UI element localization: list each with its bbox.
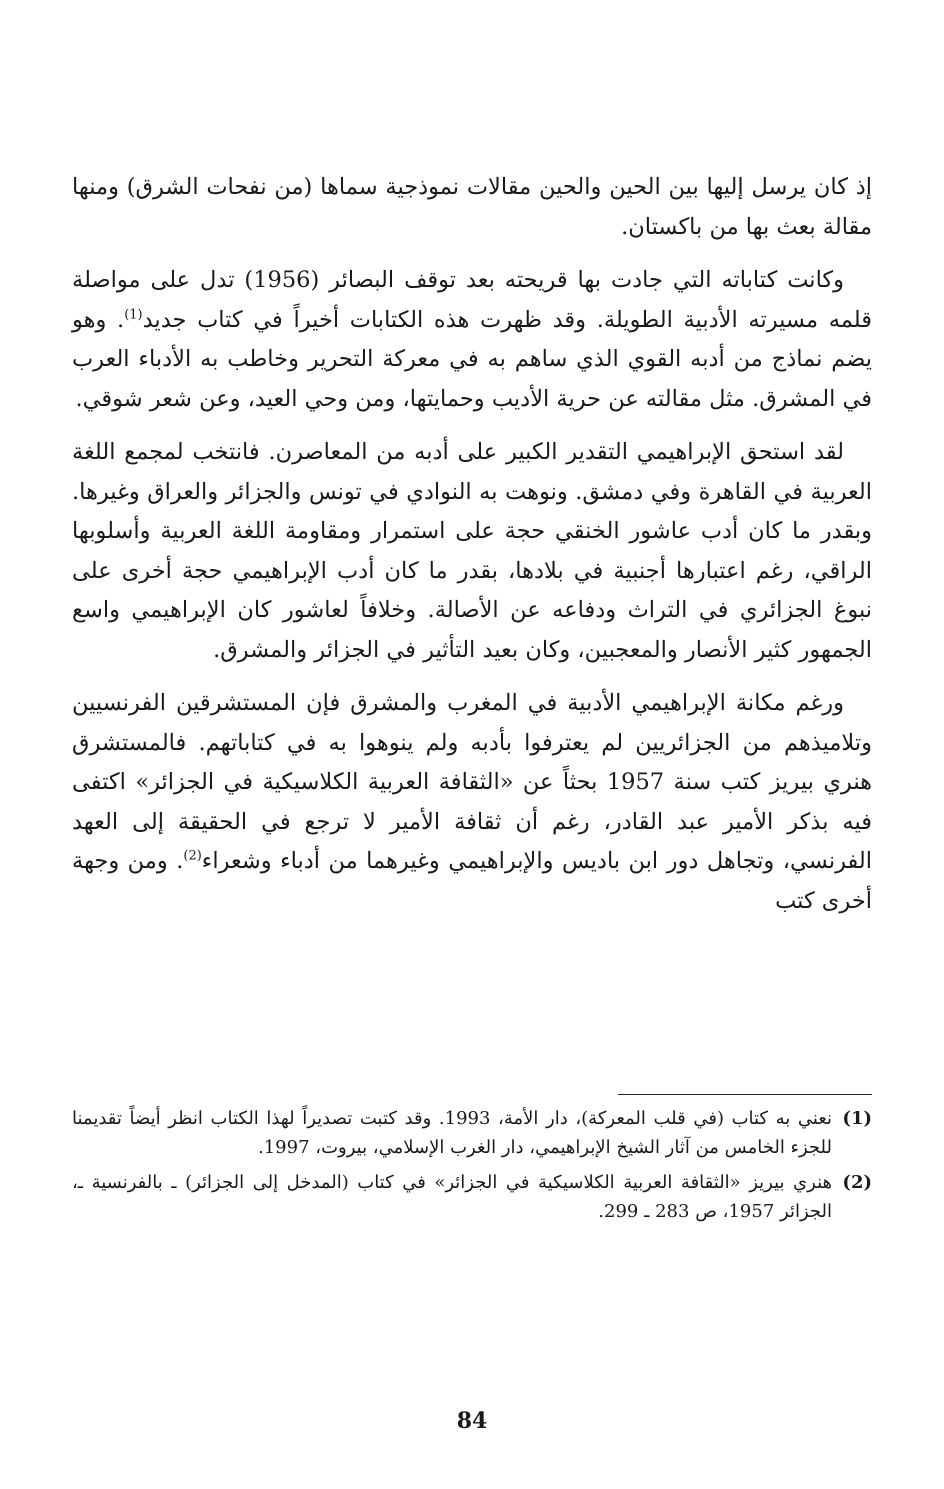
- footnotes: [72, 1104, 872, 1232]
- paragraph-4: [72, 684, 872, 921]
- footnote-2: [72, 1168, 872, 1226]
- paragraph-2: [72, 261, 872, 419]
- paragraph-2-text-before: وكانت كتاباته التي جادت بها قريحته بعد توقف البصائر (1956) تدل على مواصلة قلمه مسيرته الأدبية الطويلة. وقد ظهرت هذه الكتابات أخيراً في كتاب جديد: [72, 267, 872, 333]
- paragraph-2-text-after: . وهو يضم نماذج من أدبه القوي الذي ساهم به في معركة التحرير وخاطب به الأدباء العرب في المشرق. مثل مقالته عن حرية الأديب وحمايتها، ومن وحي العيد، وعن شعر شوقي.: [72, 306, 872, 412]
- paragraph-4-text-before: ورغم مكانة الإبراهيمي الأدبية في المغرب والمشرق فإن المستشرقين الفرنسيين وتلاميذهم من الجزائريين لم يعترفوا بأدبه ولم ينوهوا به في كتاباتهم. فالمستشرق هنري بيريز كتب سنة 1957 بحثاً عن «الثقافة العربية الكلاسيكية في الجزائر» اكتفى فيه بذكر الأمير عبد القادر، رغم أن ثقافة الأمير لا ترجع في الحقيقة إلى العهد الفرنسي، وتجاهل دور ابن باديس والإبراهيمي وغيرهما من أدباء وشعراء: [72, 690, 872, 874]
- paragraph-3-text: لقد استحق الإبراهيمي التقدير الكبير على أدبه من المعاصرن. فانتخب لمجمع اللغة العربية في القاهرة وفي دمشق. ونوهت به النوادي في تونس والجزائر والعراق وغيرها. وبقدر ما كان أدب عاشور الخنقي حجة على استمرار ومقاومة اللغة العربية وأسلوبها الراقي، رغم اعتبارها أجنبية في بلادها، بقدر ما كان أدب الإبراهيمي حجة أخرى على نبوغ الجزائري في التراث ودفاعه عن الأصالة. وخلافاً لعاشور كان الإبراهيمي واسع الجمهور كثير الأنصار والمعجبين، وكان بعيد التأثير في الجزائر والمشرق.: [72, 439, 872, 663]
- paragraph-1: [72, 168, 872, 247]
- footnote-2-number: (2): [842, 1172, 872, 1193]
- footnote-reference-1: (1): [124, 307, 143, 322]
- page-body: [72, 168, 872, 935]
- paragraph-4-text-after: . ومن وجهة أخرى كتب: [72, 848, 872, 914]
- paragraph-1-text: إذ كان يرسل إليها بين الحين والحين مقالات نموذجية سماها (من نفحات الشرق) ومنها مقالة بعث بها من باكستان.: [72, 174, 872, 240]
- footnote-1-number: (1): [842, 1108, 872, 1129]
- footnote-reference-2: (2): [183, 848, 202, 864]
- page-number: 84: [456, 1408, 488, 1434]
- footnote-2-text: هنري بيريز «الثقافة العربية الكلاسيكية في الجزائر» في كتاب (المدخل إلى الجزائر) ـ بالفرنسية ـ، الجزائر 1957، ص 283 ـ 299.: [72, 1172, 832, 1222]
- footnote-1: [72, 1104, 872, 1162]
- footnote-separator: [618, 1094, 872, 1095]
- footnote-1-text: نعني به كتاب (في قلب المعركة)، دار الأمة، 1993. وقد كتبت تصديراً لهذا الكتاب انظر أيضاً تقديمنا للجزء الخامس من آثار الشيخ الإبراهيمي، دار الغرب الإسلامي، بيروت، 1997.: [72, 1108, 832, 1158]
- paragraph-3: [72, 433, 872, 670]
